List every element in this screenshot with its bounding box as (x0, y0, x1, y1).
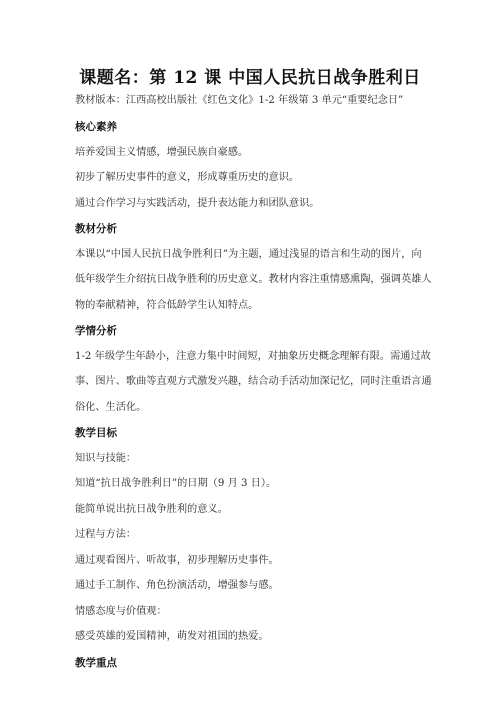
teaching-goals-heading: 教学目标 (75, 427, 117, 439)
material-analysis-line: 低年级学生介绍抗日战争胜利的历史意义。教材内容注重情感熏陶，强调英雄人 (75, 274, 432, 285)
material-analysis-heading: 教材分析 (75, 223, 117, 235)
learner-analysis-heading: 学情分析 (75, 325, 117, 337)
core-literacy-heading: 核心素养 (75, 121, 117, 133)
learner-analysis-line: 俗化、生活化。 (75, 402, 147, 413)
learner-analysis-line: 1-2 年级学生年龄小，注意力集中时间短，对抽象历史概念理解有限。需通过故 (75, 351, 431, 362)
knowledge-skills-label: 知识与技能： (75, 453, 137, 464)
process-methods-item: 通过观看图片、听故事，初步理解历史事件。 (75, 555, 279, 566)
process-methods-item: 通过手工制作、角色扮演活动，增强参与感。 (75, 580, 279, 591)
knowledge-skills-item: 知道“抗日战争胜利日”的日期（9 月 3 日）。 (75, 478, 277, 489)
process-methods-label: 过程与方法： (75, 529, 137, 540)
core-literacy-item: 培养爱国主义情感，增强民族自豪感。 (75, 147, 249, 158)
teaching-focus-heading: 教学重点 (75, 657, 117, 669)
emotion-values-label: 情感态度与价值观： (75, 606, 167, 617)
knowledge-skills-item: 能简单说出抗日战争胜利的意义。 (75, 504, 228, 515)
learner-analysis-line: 事、图片、歌曲等直观方式激发兴趣，结合动手活动加深记忆，同时注重语言通 (75, 376, 432, 387)
material-version: 教材版本：江西高校出版社《红色文化》1-2 年级第 3 单元“重要纪念日” (75, 95, 404, 106)
material-analysis-line: 本课以“中国人民抗日战争胜利日”为主题，通过浅显的语言和生动的图片，向 (75, 249, 422, 260)
lesson-title: 课题名：第 12 课 中国人民抗日战争胜利日 (79, 68, 421, 88)
core-literacy-item: 通过合作学习与实践活动，提升表达能力和团队意识。 (75, 198, 320, 209)
emotion-values-item: 感受英雄的爱国精神，萌发对祖国的热爱。 (75, 631, 269, 642)
core-literacy-item: 初步了解历史事件的意义，形成尊重历史的意识。 (75, 172, 300, 183)
material-analysis-line: 物的奉献精神，符合低龄学生认知特点。 (75, 300, 259, 311)
